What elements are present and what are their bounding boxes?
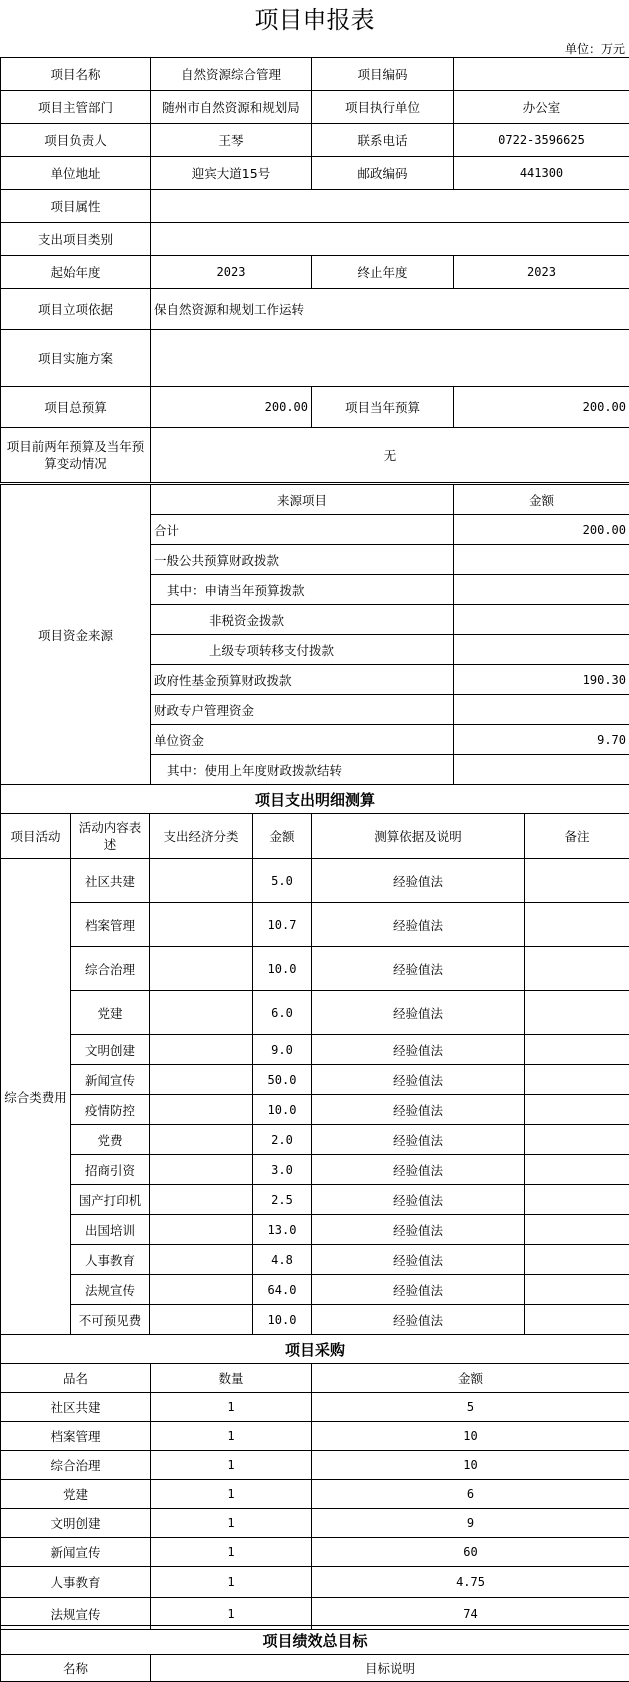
detail-note: [525, 991, 629, 1035]
procurement-name: 综合治理: [1, 1451, 151, 1480]
detail-econ: [150, 859, 253, 903]
funding-amount: [454, 575, 629, 605]
detail-econ: [150, 1155, 253, 1185]
name-value: 自然资源综合管理: [151, 58, 312, 91]
detail-row: [1, 1065, 629, 1095]
funding-table: [0, 484, 629, 785]
detail-amount: 64.0: [253, 1275, 312, 1305]
procurement-qty: 1: [151, 1567, 312, 1598]
detail-content: 法规宣传: [71, 1275, 150, 1305]
detail-content: 文明创建: [71, 1035, 150, 1065]
current-label: 项目当年预算: [312, 387, 454, 428]
procurement-name: 文明创建: [1, 1509, 151, 1538]
funding-amount: [454, 605, 629, 635]
performance-table: [0, 1625, 629, 1682]
code-value: [454, 58, 629, 91]
detail-basis: 经验值法: [312, 903, 525, 947]
owner-value: 王琴: [151, 124, 312, 157]
procurement-header-amount: 金额: [312, 1364, 629, 1393]
procurement-qty: 1: [151, 1538, 312, 1567]
detail-econ: [150, 1215, 253, 1245]
detail-amount: 10.0: [253, 1095, 312, 1125]
detail-header-activity: 项目活动: [1, 814, 71, 859]
funding-source: 其中：使用上年度财政拨款结转: [151, 755, 454, 785]
procurement-table: [0, 1334, 629, 1630]
total-value: 200.00: [151, 387, 312, 428]
detail-note: [525, 903, 629, 947]
funding-source: 非税资金拨款: [151, 605, 454, 635]
procurement-row: [1, 1451, 629, 1480]
funding-amount: [454, 755, 629, 785]
detail-content: 党建: [71, 991, 150, 1035]
detail-amount: 10.0: [253, 1305, 312, 1335]
detail-econ: [150, 903, 253, 947]
page-title: 项目申报表: [254, 6, 375, 34]
detail-basis: 经验值法: [312, 859, 525, 903]
detail-econ: [150, 1305, 253, 1335]
procurement-qty: 1: [151, 1422, 312, 1451]
detail-econ: [150, 1035, 253, 1065]
performance-header-name: 名称: [1, 1655, 151, 1682]
detail-header-content: 活动内容表述: [71, 814, 150, 859]
detail-amount: 4.8: [253, 1245, 312, 1275]
funding-header-amount: 金额: [454, 485, 629, 515]
procurement-row: [1, 1422, 629, 1451]
detail-note: [525, 859, 629, 903]
funding-source: 单位资金: [151, 725, 454, 755]
procurement-row: [1, 1393, 629, 1422]
detail-header-note: 备注: [525, 814, 629, 859]
procurement-name: 社区共建: [1, 1393, 151, 1422]
detail-note: [525, 1065, 629, 1095]
procurement-name: 法规宣传: [1, 1598, 151, 1630]
procurement-header-name: 品名: [1, 1364, 151, 1393]
addr-value: 迎宾大道15号: [151, 157, 312, 190]
procurement-name: 档案管理: [1, 1422, 151, 1451]
detail-econ: [150, 1095, 253, 1125]
zip-label: 邮政编码: [312, 157, 454, 190]
funding-source: 上级专项转移支付拨款: [151, 635, 454, 665]
detail-row: [1, 903, 629, 947]
total-label: 项目总预算: [1, 387, 151, 428]
procurement-amount: 74: [312, 1598, 629, 1630]
detail-content: 招商引资: [71, 1155, 150, 1185]
detail-header-basis: 测算依据及说明: [312, 814, 525, 859]
funding-amount: 9.70: [454, 725, 629, 755]
procurement-name: 新闻宣传: [1, 1538, 151, 1567]
detail-amount: 6.0: [253, 991, 312, 1035]
name-label: 项目名称: [1, 58, 151, 91]
detail-amount: 2.0: [253, 1125, 312, 1155]
detail-row: [1, 1095, 629, 1125]
phone-value: 0722-3596625: [454, 124, 629, 157]
procurement-name: 党建: [1, 1480, 151, 1509]
detail-content: 综合治理: [71, 947, 150, 991]
detail-amount: 13.0: [253, 1215, 312, 1245]
detail-note: [525, 1275, 629, 1305]
procurement-name: 人事教育: [1, 1567, 151, 1598]
performance-section-title: 项目绩效总目标: [1, 1626, 629, 1655]
procurement-qty: 1: [151, 1480, 312, 1509]
procurement-header-qty: 数量: [151, 1364, 312, 1393]
detail-note: [525, 947, 629, 991]
detail-header-econ: 支出经济分类: [150, 814, 253, 859]
funding-amount: 190.30: [454, 665, 629, 695]
procurement-amount: 10: [312, 1451, 629, 1480]
detail-note: [525, 1035, 629, 1065]
phone-label: 联系电话: [312, 124, 454, 157]
funding-source: 财政专户管理资金: [151, 695, 454, 725]
detail-content: 党费: [71, 1125, 150, 1155]
detail-row: [1, 1125, 629, 1155]
start-label: 起始年度: [1, 256, 151, 289]
procurement-qty: 1: [151, 1451, 312, 1480]
procurement-row: [1, 1538, 629, 1567]
addr-label: 单位地址: [1, 157, 151, 190]
detail-row: [1, 1275, 629, 1305]
attr-value: [151, 190, 629, 223]
detail-note: [525, 1125, 629, 1155]
detail-basis: 经验值法: [312, 947, 525, 991]
funding-source: 其中：申请当年预算拨款: [151, 575, 454, 605]
detail-content: 人事教育: [71, 1245, 150, 1275]
detail-note: [525, 1185, 629, 1215]
detail-amount: 50.0: [253, 1065, 312, 1095]
detail-basis: 经验值法: [312, 1245, 525, 1275]
detail-amount: 5.0: [253, 859, 312, 903]
funding-header-source: 来源项目: [151, 485, 454, 515]
funding-amount: [454, 545, 629, 575]
detail-row: [1, 1185, 629, 1215]
detail-note: [525, 1155, 629, 1185]
exec-label: 项目执行单位: [312, 91, 454, 124]
detail-basis: 经验值法: [312, 1275, 525, 1305]
procurement-amount: 5: [312, 1393, 629, 1422]
procurement-row: [1, 1509, 629, 1538]
detail-econ: [150, 1245, 253, 1275]
code-label: 项目编码: [312, 58, 454, 91]
current-value: 200.00: [454, 387, 629, 428]
zip-value: 441300: [454, 157, 629, 190]
procurement-section-title: 项目采购: [1, 1335, 629, 1364]
detail-basis: 经验值法: [312, 991, 525, 1035]
procurement-amount: 10: [312, 1422, 629, 1451]
exec-value: 办公室: [454, 91, 629, 124]
dept-label: 项目主管部门: [1, 91, 151, 124]
unit-label: 单位：万元: [564, 42, 625, 56]
procurement-amount: 6: [312, 1480, 629, 1509]
detail-econ: [150, 991, 253, 1035]
detail-amount: 10.7: [253, 903, 312, 947]
cat-value: [151, 223, 629, 256]
detail-table: [0, 784, 629, 1335]
basis-value: 保自然资源和规划工作运转: [151, 289, 629, 330]
detail-basis: 经验值法: [312, 1185, 525, 1215]
detail-amount: 3.0: [253, 1155, 312, 1185]
detail-content: 国产打印机: [71, 1185, 150, 1215]
detail-header-amount: 金额: [253, 814, 312, 859]
detail-basis: 经验值法: [312, 1125, 525, 1155]
funding-amount: 200.00: [454, 515, 629, 545]
detail-row: [1, 1035, 629, 1065]
detail-content: 社区共建: [71, 859, 150, 903]
end-label: 终止年度: [312, 256, 454, 289]
detail-row: [1, 1245, 629, 1275]
procurement-amount: 60: [312, 1538, 629, 1567]
basic-info-table: [0, 57, 629, 483]
detail-basis: 经验值法: [312, 1035, 525, 1065]
basis-label: 项目立项依据: [1, 289, 151, 330]
funding-amount: [454, 695, 629, 725]
detail-econ: [150, 1065, 253, 1095]
detail-amount: 2.5: [253, 1185, 312, 1215]
detail-section-title: 项目支出明细测算: [1, 785, 629, 814]
detail-note: [525, 1245, 629, 1275]
detail-row: [1, 1305, 629, 1335]
detail-activity: 综合类费用: [1, 859, 71, 1335]
detail-row: [1, 859, 629, 903]
start-value: 2023: [151, 256, 312, 289]
plan-label: 项目实施方案: [1, 330, 151, 387]
procurement-row: [1, 1480, 629, 1509]
prior-label: 项目前两年预算及当年预算变动情况: [1, 428, 151, 483]
procurement-qty: 1: [151, 1509, 312, 1538]
dept-value: 随州市自然资源和规划局: [151, 91, 312, 124]
detail-basis: 经验值法: [312, 1065, 525, 1095]
detail-row: [1, 991, 629, 1035]
detail-amount: 9.0: [253, 1035, 312, 1065]
procurement-qty: 1: [151, 1598, 312, 1630]
cat-label: 支出项目类别: [1, 223, 151, 256]
detail-content: 不可预见费: [71, 1305, 150, 1335]
procurement-row: [1, 1567, 629, 1598]
detail-econ: [150, 1185, 253, 1215]
attr-label: 项目属性: [1, 190, 151, 223]
detail-content: 档案管理: [71, 903, 150, 947]
prior-value: 无: [151, 428, 629, 483]
detail-note: [525, 1095, 629, 1125]
detail-content: 疫情防控: [71, 1095, 150, 1125]
detail-content: 新闻宣传: [71, 1065, 150, 1095]
funding-amount: [454, 635, 629, 665]
detail-row: [1, 1215, 629, 1245]
detail-basis: 经验值法: [312, 1305, 525, 1335]
detail-amount: 10.0: [253, 947, 312, 991]
plan-value: [151, 330, 629, 387]
detail-row: [1, 1155, 629, 1185]
funding-source: 政府性基金预算财政拨款: [151, 665, 454, 695]
performance-header-desc: 目标说明: [151, 1655, 629, 1682]
detail-basis: 经验值法: [312, 1215, 525, 1245]
funding-label: 项目资金来源: [1, 485, 151, 785]
detail-note: [525, 1215, 629, 1245]
detail-row: [1, 947, 629, 991]
funding-source: 合计: [151, 515, 454, 545]
procurement-amount: 4.75: [312, 1567, 629, 1598]
detail-econ: [150, 1125, 253, 1155]
detail-content: 出国培训: [71, 1215, 150, 1245]
owner-label: 项目负责人: [1, 124, 151, 157]
detail-basis: 经验值法: [312, 1155, 525, 1185]
detail-note: [525, 1305, 629, 1335]
end-value: 2023: [454, 256, 629, 289]
procurement-amount: 9: [312, 1509, 629, 1538]
detail-econ: [150, 947, 253, 991]
funding-source: 一般公共预算财政拨款: [151, 545, 454, 575]
detail-basis: 经验值法: [312, 1095, 525, 1125]
procurement-qty: 1: [151, 1393, 312, 1422]
detail-econ: [150, 1275, 253, 1305]
